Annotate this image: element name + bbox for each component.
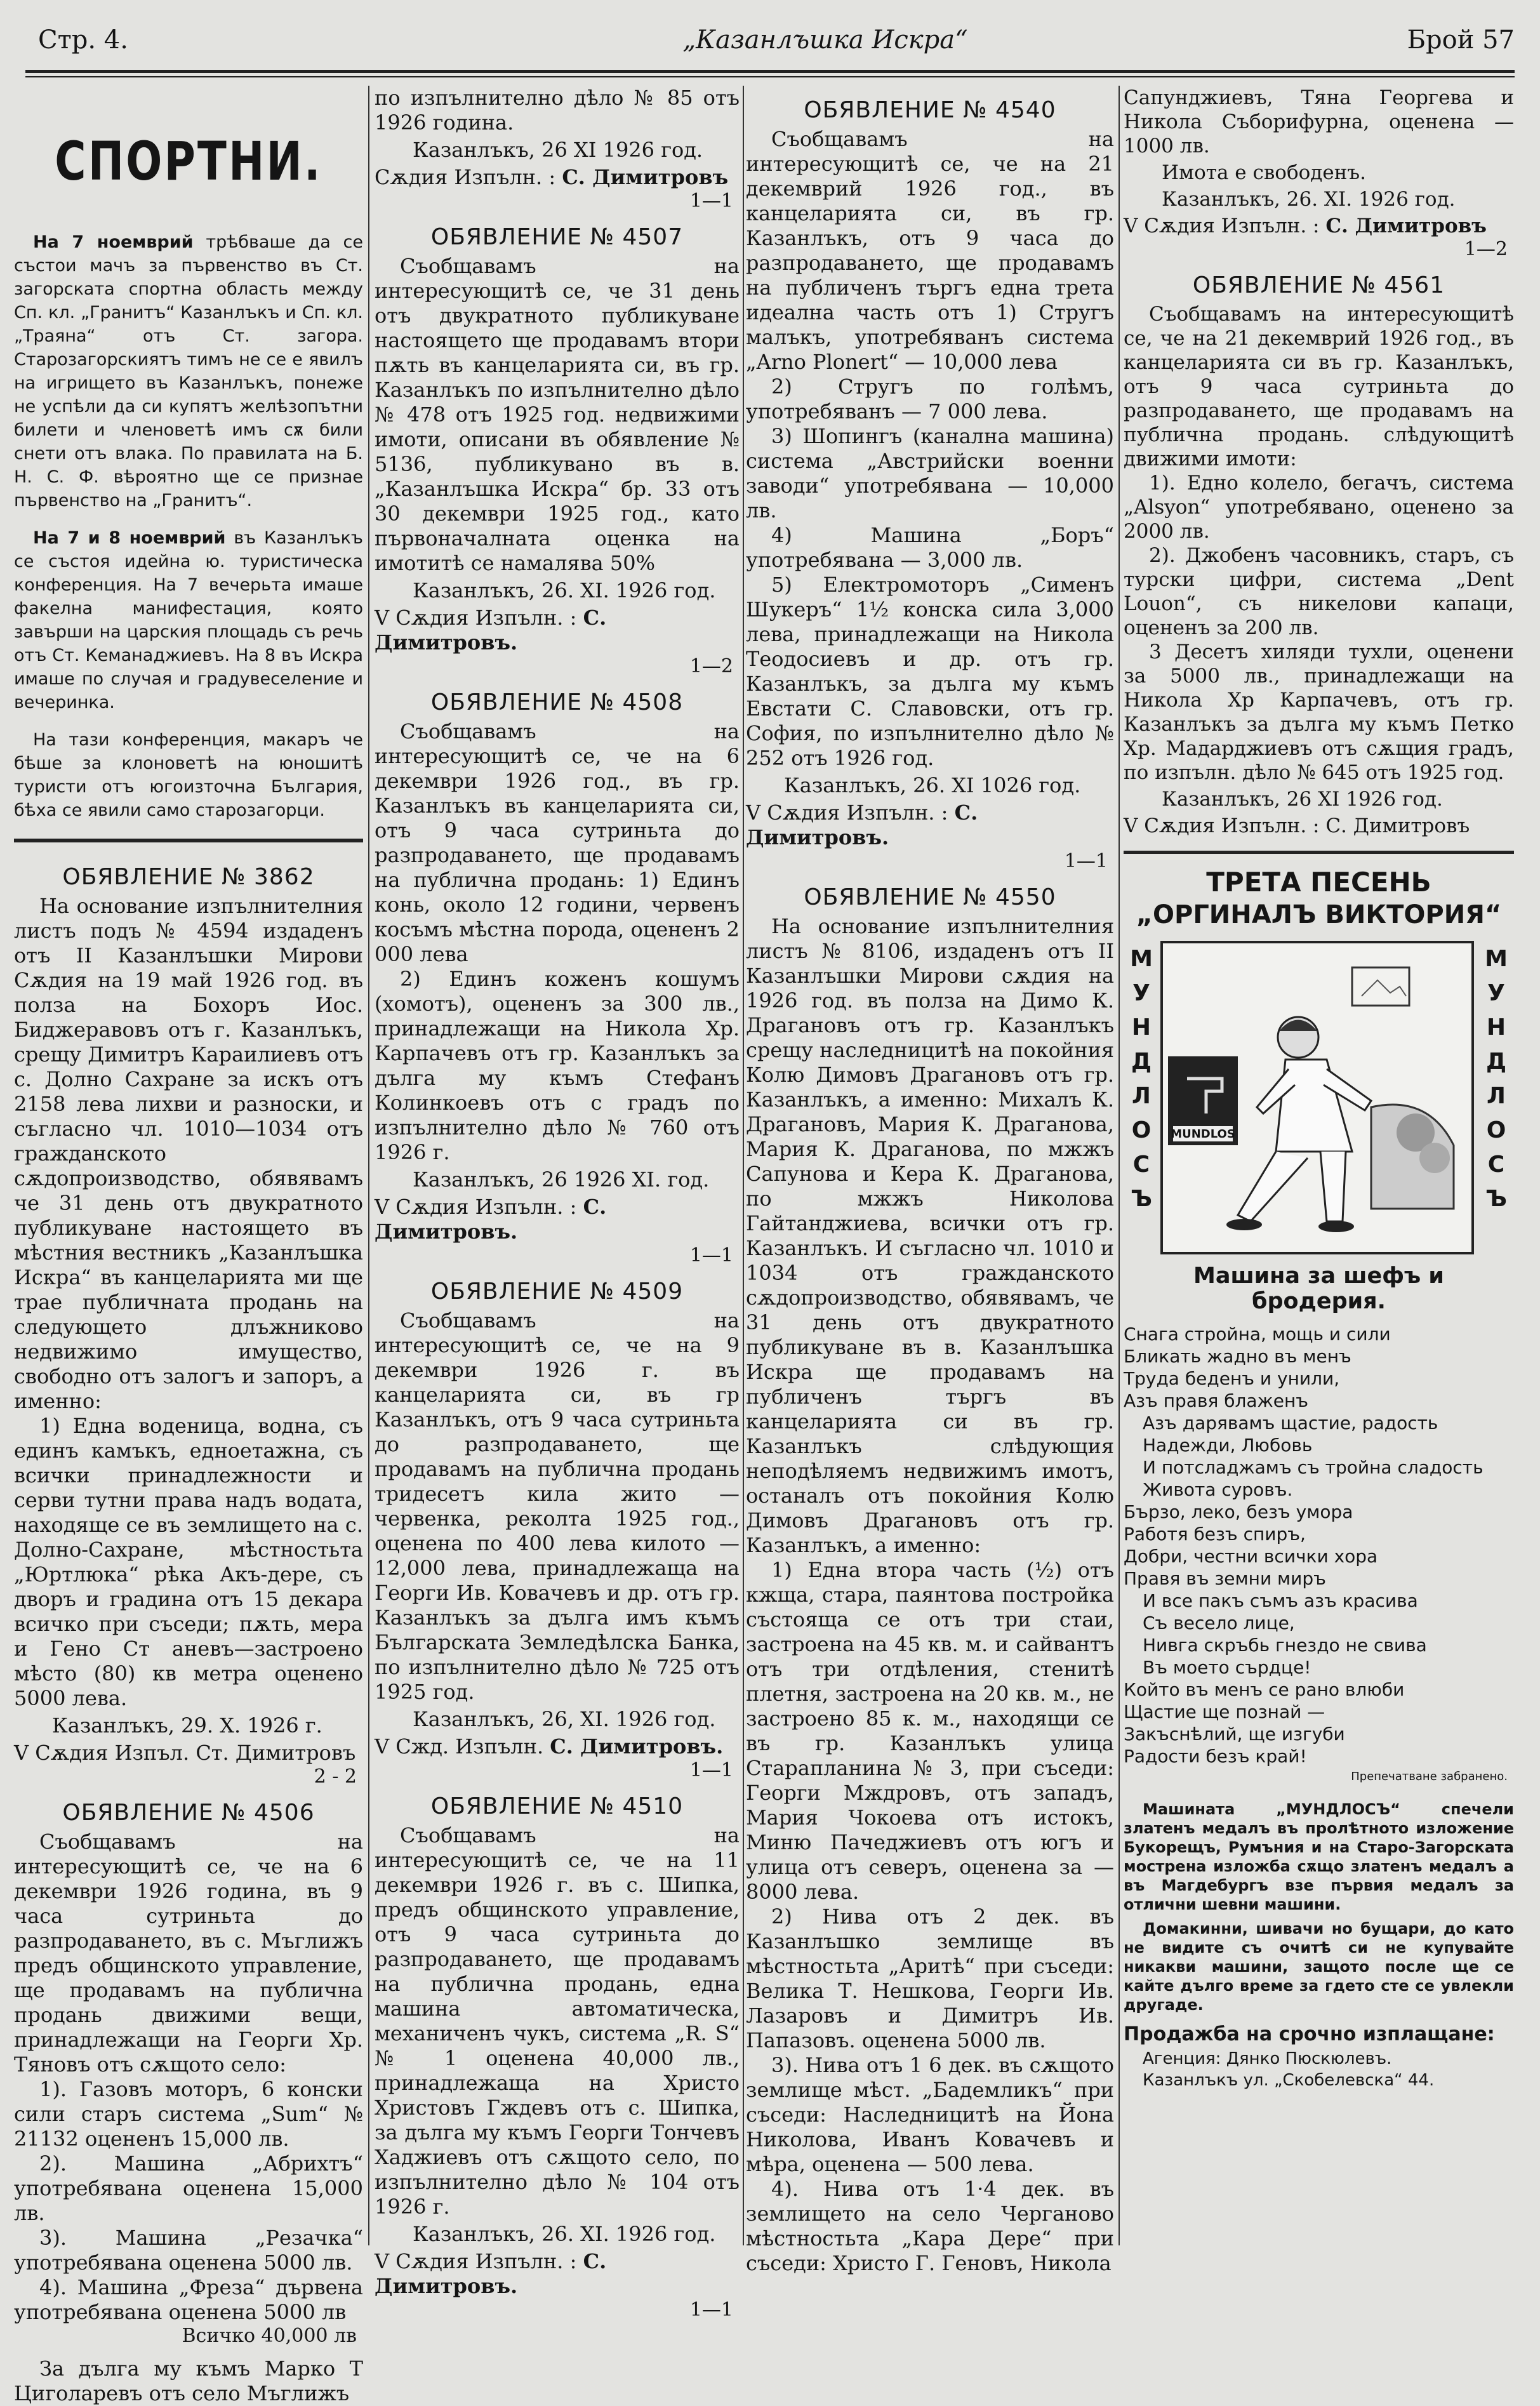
signer-name: С. Димитровъ. [746, 801, 978, 849]
signer-name: С. Димитровъ [562, 165, 729, 189]
announcement-4509 [375, 1279, 740, 1782]
poem-line: Азъ правя блаженъ [1124, 1390, 1309, 1411]
announcement-body: Сапунджиевъ, Тяна Георгева и Никола Съборифурна, оценена — 1000 лв. [1124, 86, 1514, 157]
announcement-signer: V Сѫдия Изпъл. Ст. Димитровъ [14, 1741, 356, 1765]
announcement-item: 2). Машина „Абрихтъ“ употребявана оценена 15,000 лв. [14, 2151, 363, 2225]
ad-caption: Машина за шефъ и бродерия. [1193, 1263, 1444, 1314]
side-letter: Н [1486, 1014, 1506, 1040]
sport-section [14, 130, 363, 822]
announcement-body: Съобщавамъ на интересующитѣ се, че на 6 декември 1926 год., въ гр. Казанлъкъ въ канцеларията си, отъ 9 часа сутриньта до разпродаването, ще продавамъ на публична продань: 1) Единъ конь, около 12 години, червенъ косъмъ мѣстна порода, оцененъ 2 000 лева [375, 719, 740, 966]
announcement-body: Съобщавамъ на интересующитѣ се, че 31 день отъ двукратното публикуване настоящето ще продавамъ втори пѫть въ канцеларията си, въ гр. Казанлъкъ по изпълнително дѣло № 478 отъ 1925 год. недвижими имоти, описани въ обявление № 5136, публикувано въ в. „Казанлъшка Искра“ бр. 33 отъ 30 декември 1925 год., като първоначалната оценка на имотитѣ се намалява 50% [375, 254, 740, 575]
poem-line: Въ моето сърдце! [1143, 1657, 1311, 1678]
poem-line: И потсладжамъ съ тройна сладость [1143, 1457, 1484, 1478]
announcement-place: Казанлъкъ, 26. XI 1026 год. [784, 773, 1081, 797]
ad-illustration [1124, 942, 1514, 1253]
announcement-title: ОБЯВЛЕНИЕ № 4507 [430, 224, 684, 250]
side-letter: Д [1485, 1049, 1507, 1075]
signer-name: С. Димитровъ [1325, 215, 1487, 237]
poem-line: Бликать жадно въ менъ [1124, 1346, 1351, 1367]
poem-line: Който въ менъ се рано влюби [1124, 1679, 1405, 1700]
sewing-woman-illustration [1162, 942, 1473, 1253]
sport-lead: На 7 и 8 ноемврий [33, 528, 226, 548]
announcement-signer [375, 1195, 740, 1244]
signer-name: С. Димитровъ. [550, 1734, 724, 1758]
signer-name: С. Димитровъ. [375, 606, 607, 655]
announcement-item: 2) Стругъ по голѣмъ, употребяванъ — 7 000 лева. [746, 375, 1114, 423]
side-letter: Ъ [1485, 1186, 1507, 1212]
side-letter: О [1131, 1117, 1152, 1143]
ad-subheadline: „ОРГИНАЛЪ ВИКТОРИЯ“ [1136, 900, 1502, 929]
announcement-4510 [375, 1793, 740, 2322]
promo-paragraph: Машината „МУНДЛОСЪ“ спечели златенъ медалъ въ пролѣтното изложение Букорещъ, Румъния и на Старо-Загорската мострена изложба сѫщо златенъ медалъ а въ Магдебургъ взе първия медалъ за отлични шевни машини. [1124, 1800, 1514, 1913]
side-letter: Н [1131, 1014, 1152, 1040]
side-letter: Л [1487, 1083, 1506, 1109]
announcement-number: 1—1 [689, 1244, 733, 1266]
side-letter: О [1486, 1117, 1506, 1143]
newspaper-title: „Казанлъшка Искра“ [682, 25, 968, 55]
announcement-number: 1—1 [689, 2299, 733, 2321]
agency-address: Казанлъкъ ул. „Скобелевска“ 44. [1143, 2071, 1435, 2090]
sport-paragraph [14, 230, 363, 512]
announcement-place: Казанлъкъ, 29. Х. 1926 г. [52, 1713, 322, 1738]
column-1 [14, 86, 363, 2405]
announcement-item: 2). Джобенъ часовникъ, старъ, съ турски цифри, система „Dent Louon“, съ никелови капаци, оцененъ за 200 лв. [1124, 544, 1514, 639]
announcement-place: Казанлъкъ, 26. XI. 1926 год. [413, 578, 716, 602]
ad-headline: ТРЕТА ПЕСЕНЬ [1206, 867, 1431, 898]
poem-line: Живота суровъ. [1143, 1479, 1293, 1500]
announcement-item: 1). Едно колело, бегачъ, система „Alsyon“ употребявано, оценено за 2000 лв. [1124, 472, 1514, 543]
announcement-signer [746, 801, 1114, 850]
side-letter: Д [1131, 1049, 1152, 1075]
side-lettering-right [1484, 942, 1509, 1216]
announcement-place: Казанлъкъ, 26 XI 1926 год. [1162, 788, 1443, 811]
page-number: Стр. 4. [38, 25, 128, 55]
announcement-title: ОБЯВЛЕНИЕ № 4508 [430, 689, 684, 715]
announcement-item: 4). Нива отъ 1·4 дек. въ землището на село Черганово мѣстностьта „Кара Дере“ при съседи: Христо Г. Геновъ, Никола [746, 2177, 1114, 2275]
announcement-body: по изпълнително дѣло № 85 отъ 1926 година. [375, 86, 740, 135]
sale-terms: Продажба на срочно изплащане: [1124, 2023, 1495, 2045]
signer-role: V Сѫдия Изпълн. : [375, 2249, 577, 2273]
mundlos-advertisement [1124, 851, 1514, 2091]
poem-line: И все пакъ съмъ азъ красива [1143, 1590, 1418, 1611]
announcement-4561 [1124, 272, 1514, 838]
announcement-body: Съобщавамъ на интересующитѣ се, че на 11 декември 1926 г. въ с. Шипка, предъ общинското управление, отъ 9 часа сутриньта до разпродаването, ще продавамъ на публична продань, една машина автоматическа, механиченъ чукъ, система „R. S“ № 1 оценена 40,000 лв., принадлежаща на Христо Христовъ Гждевъ отъ с. Шипка, за дълга му къмъ Георги Тончевъ Хаджиевъ отъ сѫщото село, по изпълнително дѣло № 104 отъ 1926 г. [375, 1823, 740, 2219]
side-letter: М [1485, 946, 1508, 972]
signer-name: С. Димитровъ. [375, 2249, 607, 2298]
announcement-body: Съобщавамъ на интересующитѣ се, че на 6 декември 1926 година, въ 9 часа сутриньта до разпродаването, въ с. Мъглижъ предъ общинското управление, ще продавамъ на публична продань движими вещи, принадлежащи на Георги Хр. Тяновъ отъ сѫщото село: [14, 1830, 363, 2077]
ad-poem [1124, 1323, 1514, 1767]
column-4 [1124, 86, 1514, 2245]
announcement-place: Казанлъкъ, 26 1926 XI. год. [413, 1167, 710, 1192]
column-2 [375, 86, 740, 2321]
announcement-4540 [746, 97, 1114, 873]
header-rule-thin [25, 76, 1515, 77]
poem-line: Надежди, Любовь [1143, 1435, 1313, 1456]
announcement-item: 5) Електромоторъ „Сименъ Шукеръ“ 1½ конска сила 3,000 лева, принадлежащи на Никола Теодосиевъ и др. отъ гр. Казанлъкъ, за дълга му къмъ Евстати С. Славовски, отъ гр. София, по изпълнително дѣло № 252 отъ 1926 год. [746, 573, 1114, 770]
announcement-place: Казанлъкъ, 26, XI. 1926 год. [413, 1707, 716, 1731]
announcement-tail: За дълга му къмъ Марко Т Циголаревъ отъ село Мъглижъ [14, 2356, 363, 2405]
header-rule [25, 70, 1515, 73]
poem-line: Труда беденъ и унили, [1124, 1368, 1340, 1389]
sport-lead: На 7 ноемврий [33, 232, 194, 252]
announcement-title: ОБЯВЛЕНИЕ № 4506 [62, 1800, 315, 1826]
announcement-item: 1). Газовъ моторъ, 6 конски сили старъ система „Sum“ № 21132 оцененъ 15,000 лв. [14, 2077, 363, 2151]
column-3 [746, 86, 1114, 2275]
announcement-title: ОБЯВЛЕНИЕ № 4561 [1192, 272, 1445, 298]
announcement-body: Съобщавамъ на интересующитѣ се, че на 21 декемврий 1926 год., въ канцеларията си, въ гр. Казанлъкъ, отъ 9 часа до разпродаването, ще продавамъ на публиченъ търгъ една трета идеална часть отъ 1) Стругъ малъкъ, употребяванъ система „Arno Plonert“ — 10,000 лева [746, 127, 1114, 374]
poem-line: Азъ дарявамъ щастие, радость [1143, 1412, 1438, 1433]
sport-paragraph: На тази конференция, макаръ че бѣше за клоноветѣ на юношитѣ туристи отъ югоизточна България, бѣха се явили само старозагорци. [14, 730, 363, 820]
announcement-signer [375, 165, 740, 190]
announcement-title: ОБЯВЛЕНИЕ № 4540 [804, 97, 1056, 123]
poem-line: Правя въ земни миръ [1124, 1568, 1326, 1589]
side-letter: С [1132, 1152, 1150, 1178]
announcement-item: 4) Машина „Боръ“ употребявана — 3,000 лв. [746, 523, 1114, 572]
announcement-place: Казанлъкъ, 26 XI 1926 год. [413, 138, 703, 162]
announcement-title: ОБЯВЛЕНИЕ № 4550 [804, 884, 1056, 910]
announcement-title: ОБЯВЛЕНИЕ № 4509 [430, 1279, 684, 1305]
announcement-signer: V Сѫдия Изпълн. : С. Димитровъ [1124, 814, 1470, 837]
side-letter: У [1487, 980, 1505, 1006]
announcement-4550 [746, 884, 1114, 2276]
sport-paragraph [14, 526, 363, 714]
announcement-number: 1—2 [1464, 238, 1508, 260]
announcement-item: 2) Единъ коженъ кошумъ (хомотъ), оцененъ за 300 лв., принадлежащи на Никола Хр. Карпачевъ отъ гр. Казанлъкъ за дълга му къмъ Стефанъ Колинкоевъ отъ с градъ по изпълнително дѣло № 760 отъ 1926 г. [375, 967, 740, 1164]
column-divider [1118, 86, 1120, 2245]
announcement-number: 2 - 2 [314, 1765, 357, 1788]
announcement-item: 3 Десетъ хиляди тухли, оценени за 5000 лв., принадлежащи на Никола Хр Карпачевъ, отъ гр. Казанлъкъ за дълга му къмъ Петко Хр. Мадарджиевъ отъ сѫщия градъ, по изпълн. дѣло № 645 отъ 1925 год. [1124, 641, 1514, 784]
announcement-4508 [375, 689, 740, 1267]
announcement-place: Казанлъкъ, 26. XI. 1926 год. [413, 2222, 716, 2246]
announcement-number: 1—1 [1064, 850, 1108, 872]
announcement-body: Съобщавамъ на интересующитѣ се, че на 9 декември 1926 г. въ канцеларията си, въ гр Казанлъкъ, отъ 9 часа сутриньта до разпродаването, ще продавамъ на публична продань тридесетъ кила жито — червенка, реколта 1925 год., оценена по 400 лева килото — 12,000 лева, принадлежаща на Георги Ив. Ковачевъ и др. отъ гр. Казанлъкъ за дълга имъ къмъ Българската Земледѣлска Банка, по изпълнително дѣло № 725 отъ 1925 год. [375, 1308, 740, 1704]
agency-name: Агенция: Дянко Пюскюлевъ. [1143, 2049, 1392, 2068]
ad-promo [1124, 1800, 1514, 2014]
sport-title: СПОРТНИ. [55, 130, 322, 192]
side-letter: У [1132, 980, 1150, 1006]
announcement-title: ОБЯВЛЕНИЕ № 4510 [430, 1793, 684, 1819]
poem-line: Съ весело лице, [1143, 1612, 1295, 1633]
announcement-item: 1) Една втора часть (½) отъ кжща, стара, паянтова постройка състояща се отъ три стаи, застроена на 45 кв. м. и сайвантъ отъ три отдѣления, стенитѣ плетня, застроена на 20 кв. м., не застроено 85 к. м., находящи се въ гр. Казанлъкъ улица Старапланина № 3, при съседи: Георги Мждровъ, отъ западъ, Мария Чокоева отъ истокъ, Миню Пачеджиевъ отъ югъ и улица отъ северъ, оценена за — 8000 лева. [746, 1558, 1114, 1904]
poem-line: Работя безъ спиръ, [1124, 1524, 1306, 1545]
poem-line: Щастие ще познай — [1124, 1701, 1325, 1722]
announcement-place: Казанлъкъ, 26. XI. 1926 год. [1162, 188, 1456, 211]
issue-number: Брой 57 [1407, 25, 1515, 55]
announcement-item: 3). Нива отъ 1 6 дек. въ сѫщото землище мѣст. „Бадемликъ“ при съседи: Наследницитѣ на Йона Николова, Иванъ Ковачевъ и мѣра, оценена — 500 лева. [746, 2053, 1114, 2176]
signer-role: V Сжд. Изпълн. [375, 1734, 544, 1758]
announcement-item: 4). Машина „Фреза“ дървена употребявана оценена 5000 лв [14, 2275, 363, 2324]
announcement-signer [375, 1734, 740, 1759]
announcement-item: 1) Една воденица, водна, съ единъ камъкъ, едноетажна, съ всички принадлежности и серви тутни права надъ водата, находяще се въ землището на с. Долно-Сахране, мѣстностьта „Юртлюка“ рѣка Акъ-дере, съ дворъ и градина отъ 15 декара всичко при съседи; пѫть, мера и Гено Ст аневъ—застроено мѣсто (80) кв метра оценено 5000 лева. [14, 1414, 363, 1710]
announcement-total: Всичко 40,000 лв [182, 2325, 357, 2347]
announcement-body: Съобщавамъ на интересующитѣ се, че на 21 декемврий 1926 год., въ канцеларията си въ гр. Казанлъкъ, отъ 9 часа сутриньта до разпродаването, ще продавамъ на публична продань. слѣдующитѣ движими имоти: [1124, 303, 1514, 470]
column-divider [368, 86, 369, 2245]
poem-line: Радости безъ край! [1124, 1746, 1307, 1767]
announcement-4507 [375, 224, 740, 678]
announcement-title: ОБЯВЛЕНИЕ № 3862 [62, 864, 315, 890]
brand-plate: MUNDLOS [1171, 1127, 1235, 1141]
signer-role: V Сѫдия Изпълн. : [375, 1195, 577, 1219]
poem-line: Добри, честни всички хора [1124, 1546, 1378, 1567]
poem-line: Закъснѣлий, ще изгуби [1124, 1724, 1345, 1745]
announcement-continued [375, 86, 740, 213]
side-letter: С [1487, 1152, 1505, 1178]
announcement-number: 1—2 [689, 655, 733, 677]
announcement-3862 [14, 864, 363, 1788]
section-rule [14, 839, 363, 842]
signer-name: С. Димитровъ. [375, 1195, 607, 1244]
announcement-body: На основание изпълнителния листъ подъ № 4594 издаденъ отъ II Казанлъшки Мирови Сѫдия на 19 май 1926 год. въ полза на Бохоръ Иос. Биджеравовъ отъ г. Казанлъкъ, срещу Димитръ Карaилиевъ отъ с. Долно Сахране за искъ отъ 2158 лева лихви и разноски, и съгласно чл. 1010—1034 отъ гражданското сѫдопроизводство, обявявамъ че 31 день отъ двукратното публикуване настоящето въ мѣстния вестникъ „Казанлъшка Искра“ въ канцеларията ми ще трае публичната продань на следующето длъжниково недвижимо имущество, свободно отъ залогъ и запоръ, а именно: [14, 894, 363, 1413]
announcement-note: Имота е свободенъ. [1162, 161, 1366, 184]
announcement-item: 3). Машина „Резачка“ употребявана оценена 5000 лв. [14, 2226, 363, 2275]
sport-text: въ Казанлъкъ се състоя идейна ю. туристическа конференция. На 7 вечерьта имаше факелна манифестация, която завърши на царския площадь съ речь отъ Ст. Кеманаджиевъ. На 8 въ Искра имаше по случая и градувеселение и вечеринка. [14, 528, 363, 712]
announcement-continued [1124, 86, 1514, 261]
signer-role: V Сѫдия Изпълн. : [375, 606, 577, 630]
side-letter: М [1130, 946, 1153, 972]
poem-line: Бързо, леко, безъ умора [1124, 1501, 1353, 1522]
announcement-number: 1—1 [689, 1759, 733, 1781]
announcement-body: На основание изпълнителния листъ № 8106, издаденъ отъ II Казанлъшки Мирови сѫдия на 1926 год. въ полза на Димо К. Драгановъ отъ гр. Казанлъкъ срещу наследницитѣ на покойния Колю Димовъ Драгановъ отъ гр. Казанлъкъ, а именно: Михалъ К. Драгановъ, Мария К. Драганова, Мария К. Драганова, по мжжъ Сапунова и Кера К. Драганова, по мжжъ Николова Гайтанджиева, всички отъ гр. Казанлъкъ. И съгласно чл. 1010 и 1034 отъ гражданското сѫдопроизводство, обявявамъ, че 31 день отъ двукратното публикуване въ в. Казанлъшка Искра ще продавамъ на публиченъ търгъ въ канцеларията си въ гр. Казанлъкъ слѣдующия неподѣляемъ недвижимъ имотъ, останалъ отъ покойния Колю Димовъ Драгановъ отъ гр. Казанлъкъ, а именно: [746, 914, 1114, 1557]
side-letter: Л [1132, 1083, 1151, 1109]
announcement-4506 [14, 1800, 363, 2406]
announcement-item: 3) Шопингъ (канална машина) система „Австрийски военни заводи“ употребявана — 10,000 лв. [746, 424, 1114, 522]
announcement-item: 2) Нива отъ 2 дек. въ Казанлъшко землище въ мѣстностьта „Аритѣ“ при съседи: Велика Т. Нешкова, Георги Ив. Лазаровъ и Димитръ Ив. Папазовъ. оценена 5000 лв. [746, 1904, 1114, 2052]
sport-text: трѣбваше да се състои мачъ за първенство въ Ст. загорската спортна область между Сп. кл. „Гранитъ“ Казанлъкъ и Сп. кл. „Траяна“ отъ Ст. загора. Старозагорскиятъ тимъ не се е явилъ на игрището въ Казанлъкъ, понеже не успѣли да си купятъ желѣзопътни билети и членоветѣ имъ сѫ били снети отъ влака. По правилата на Б. Н. С. Ф. вѣроятно ще се признае първенство на „Гранитъ“. [14, 232, 363, 510]
poem-line: Нивга скръбь гнездо не свива [1143, 1635, 1427, 1656]
promo-paragraph: Домакинни, шивачи но бущари, до като не видите съ очитѣ си не купувайте никакви машини, защото после ще се кайте дълго време за гдето сте се увлекли другаде. [1124, 1920, 1514, 2014]
signer-role: Сѫдия Изпълн. : [375, 165, 556, 189]
announcement-number: 1—1 [689, 190, 733, 212]
announcement-signer [375, 606, 740, 655]
signer-role: V Сѫдия Изпълн. : [746, 801, 948, 825]
side-letter: Ъ [1131, 1186, 1152, 1212]
announcement-signer [1124, 214, 1514, 238]
announcement-signer [375, 2249, 740, 2299]
side-lettering-left [1129, 942, 1154, 1216]
signer-role: V Сѫдия Изпълн. : [1124, 215, 1320, 237]
column-divider [743, 86, 744, 2245]
poem-line: Снага стройна, мощь и сили [1124, 1324, 1391, 1345]
reprint-notice: Препечатване забранено. [1351, 1770, 1508, 1783]
